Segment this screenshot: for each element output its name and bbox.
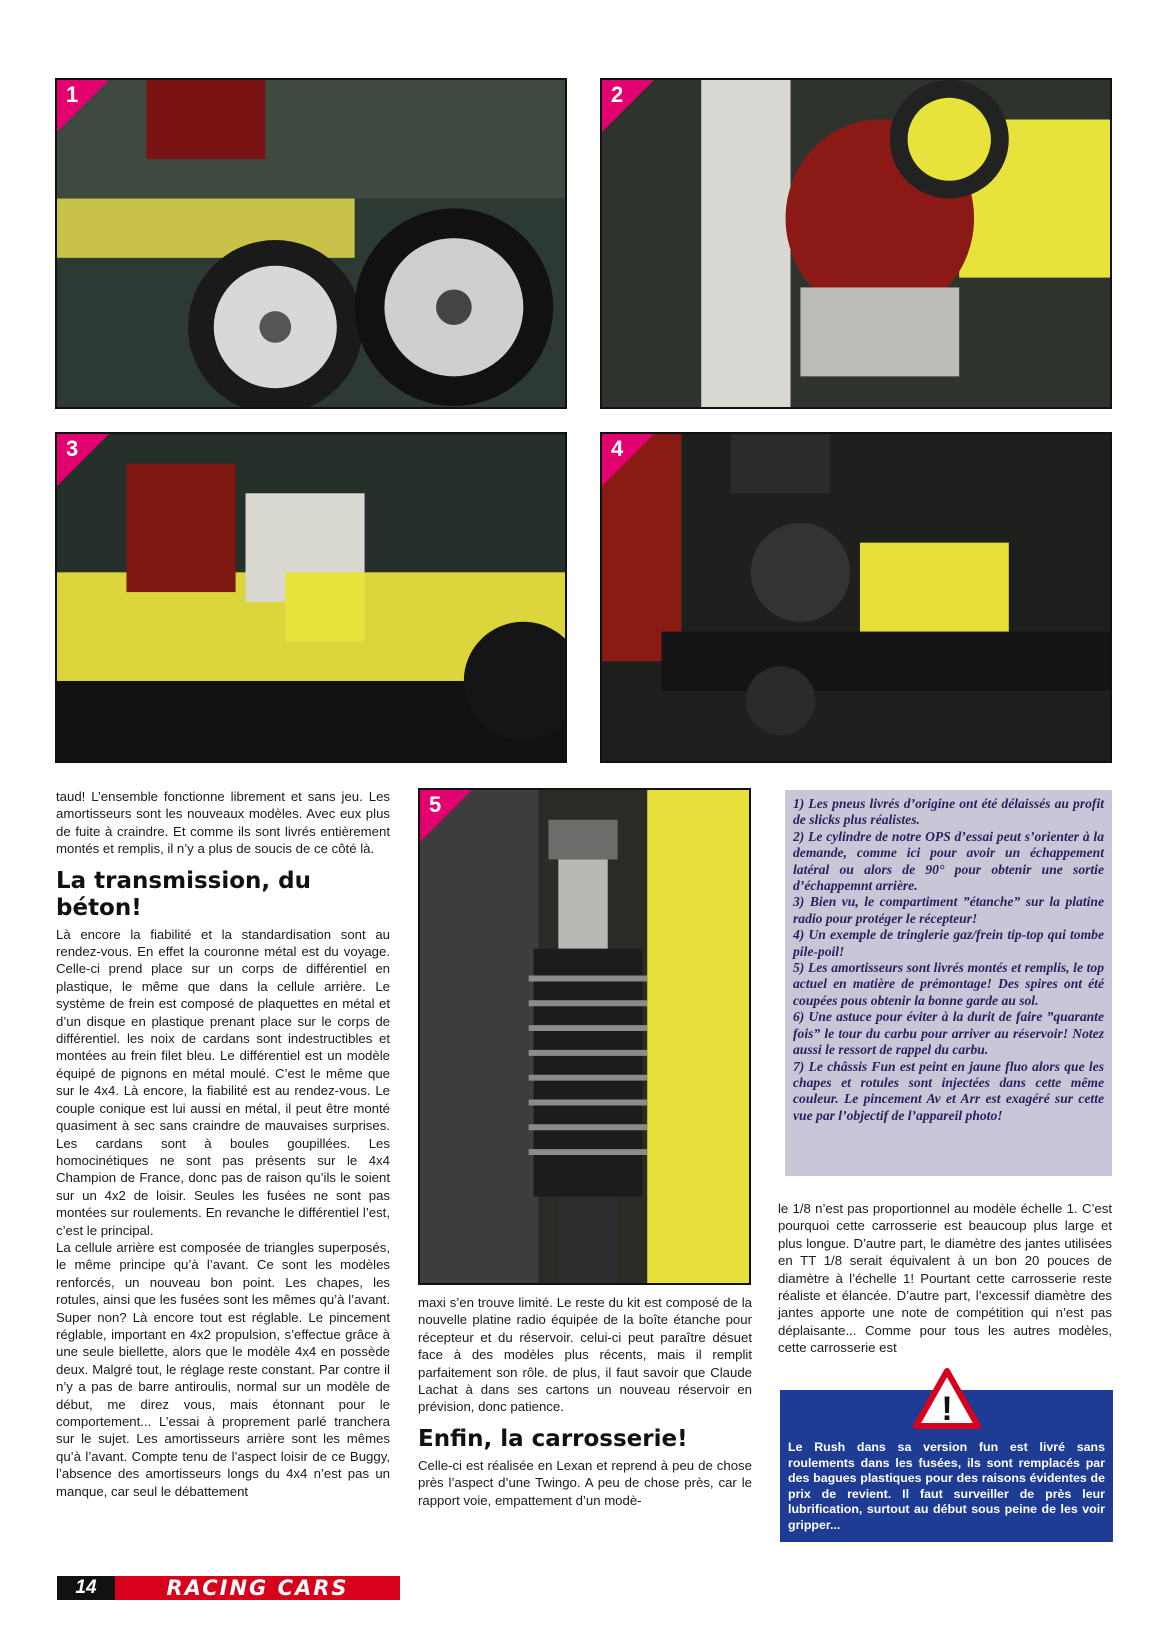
photo-5-number: 5 [429,792,442,817]
photo-2-number: 2 [611,82,624,107]
photo-1-corner [57,80,109,132]
photo-5-corner [420,790,472,842]
photo-3-image [57,434,565,761]
section-heading-carrosserie: Enfin, la carrosserie! [418,1425,688,1452]
left-paragraph-2: La cellule arrière est composée de triangles superposés, le même principe qu’à l’avant. Ce sont les modèles renforcés, un nouveau bon point. Les chapes, les rotules, ainsi que les fusées sont les mêmes qu’à l’avant. Super non? Là encore tout est réglable. Le pincement réglable, important en 4x2 propulsion, s’effectue grâce à une seule biellette, alors que le modèle 4x4 en possède deux. Malgré tout, le réglage reste constant. Par contre il n’y a pas de barre antiroulis, normal sur un modèle de début, me direz vous, mais étonnant pour le comportement... L’essai à proprement parlé tranchera sur le sujet. Les amortisseurs arrière sont les mêmes qu’à l’avant. Compte tenu de l’aspect loisir de ce Buggy, l’absence des amortisseurs longs du 4x4 n’est pas un manque, car seul le débattement [56,1239,390,1499]
photo-2-corner [602,80,654,132]
photo-4 [600,432,1112,763]
left-intro-paragraph: taud! L’ensemble fonctionne librement et sans jeu. Les amortisseurs sont les nouveaux modèles. Avec eux plus de fuite à craindre. Et comme ils sont livrés entièrement montés et remplis, il n’y a plus de soucis de ce côté là. [56,789,390,857]
left-column [56,788,390,1500]
middle-column [418,1294,752,1509]
photo-3-number: 3 [66,436,79,461]
photo-5-image [420,790,749,1283]
section-heading-transmission: La transmission, du béton! [56,867,311,921]
photo-5 [418,788,751,1285]
warning-box [780,1390,1113,1542]
photo-1 [55,78,567,409]
caption-item: 3) Bien vu, le compartiment ”étanche” sur la platine radio pour protéger le récepteur! [793,894,1104,926]
magazine-logo: RACING CARS [115,1576,400,1600]
photo-4-image [602,434,1110,761]
right-column [778,1200,1112,1357]
caption-item: 6) Une astuce pour éviter à la durit de faire ”quarante fois” le tour du carbu pour arriver au réservoir! Notez aussi le ressort de rappel du carbu. [793,1009,1104,1058]
middle-paragraph-1: maxi s’en trouve limité. Le reste du kit est composé de la nouvelle platine radio équipée de la boîte étanche pour récepteur et du réservoir. celui-ci peut paraître désuet face à des modèles plus récents, mais il remplit parfaitement son rôle. de plus, il faut savoir que Claude Lachat à dans ses cartons un nouveau réservoir en prévision, donc patience. [418,1295,752,1415]
middle-paragraph-2: Celle-ci est réalisée en Lexan et reprend à peu de chose près l’aspect d’une Twingo. A peu de chose près, car le rapport voie, empattement d’un modè- [418,1457,752,1508]
caption-item: 5) Les amortisseurs sont livrés montés et remplis, le top actuel en matière de prémontage! Des spires ont été coupées pous obtenir la bonne garde au sol. [793,960,1104,1008]
warning-triangle-icon [913,1368,981,1430]
photo-2-image [602,80,1110,407]
photo-1-image [57,80,565,407]
warning-text: Le Rush dans sa version fun est livré sans roulements dans les fusées, ils sont remplacés par des bagues plastiques pour des raisons évidentes de prix de revient. Il faut surveiller de près leur lubrification, surtout au début sous peine de les voir gripper... [788,1440,1105,1532]
caption-item: 4) Un exemple de tringlerie gaz/frein tip-top qui tombe pile-poil! [793,927,1104,959]
caption-item: 1) Les pneus livrés d’origine ont été délaissés au profit de slicks plus réalistes. [793,796,1104,828]
left-paragraph-1: Là encore la fiabilité et la standardisation sont au rendez-vous. En effet la couronne métal est du voyage. Celle-ci prend place sur un corps de différentiel en plastique, le même que dans la cellule arrière. Le système de frein est composé de plaquettes en métal et d’un disque en plastique prenant place sur le corps de différentiel. les noix de cardans sont indestructibles et montées au frein filet bleu. Le différentiel est un modèle équipé de pignons en métal moulé. C’est le même que sur le 4x4. Là encore, la fiabilité est au rendez-vous. Le couple conique est lui aussi en métal, il peut être monté quasiment à sec sans craindre de mauvaises surprises. Les cardans sont à boules goupillées. Les homocinétiques ne sont pas présents sur le 4x4 Champion de France, donc pas de raison qu’ils le soient sur un 4x2 de loisir. Seules les fusées ne sont pas montées sur roulements. En revanche le différentiel l’est, c’est le principal. [56,926,390,1238]
photo-2 [600,78,1112,409]
page-number: 14 [57,1576,115,1600]
caption-item: 7) Le châssis Fun est peint en jaune fluo alors que les chapes et rotules sont injectées dans cette même couleur. Le pincement Av et Arr est exagéré sur cette vue par l’objectif de l’appareil photo! [793,1058,1104,1123]
photo-4-corner [602,434,654,486]
photo-3-corner [57,434,109,486]
photo-3 [55,432,567,763]
photo-caption-box [785,790,1112,1176]
caption-item: 2) Le cylindre de notre OPS d’essai peut s’orienter à la demande, comme ici pour avoir un échappement latéral ou alors de 90° pour obtenir une sortie d’échappemnt arrière. [793,828,1104,894]
photo-4-number: 4 [611,436,624,461]
right-paragraph-1: le 1/8 n’est pas proportionnel au modèle échelle 1. C’est pourquoi cette carrosserie est beaucoup plus large et plus longue. D’autre part, le diamètre des jantes utilisées en TT 1/8 serait équivalent à un bon 20 pouces de diamètre à l’échelle 1! Pourtant cette carrosserie reste réaliste et élancée. D’autre part, l’excessif diamètre des jantes apporte une note de compétition qui n’est pas déplaisante... Comme pour tous les autres modèles, cette carrosserie est [778,1201,1112,1356]
warning-symbol: ! [941,1390,953,1428]
photo-1-number: 1 [66,82,79,107]
